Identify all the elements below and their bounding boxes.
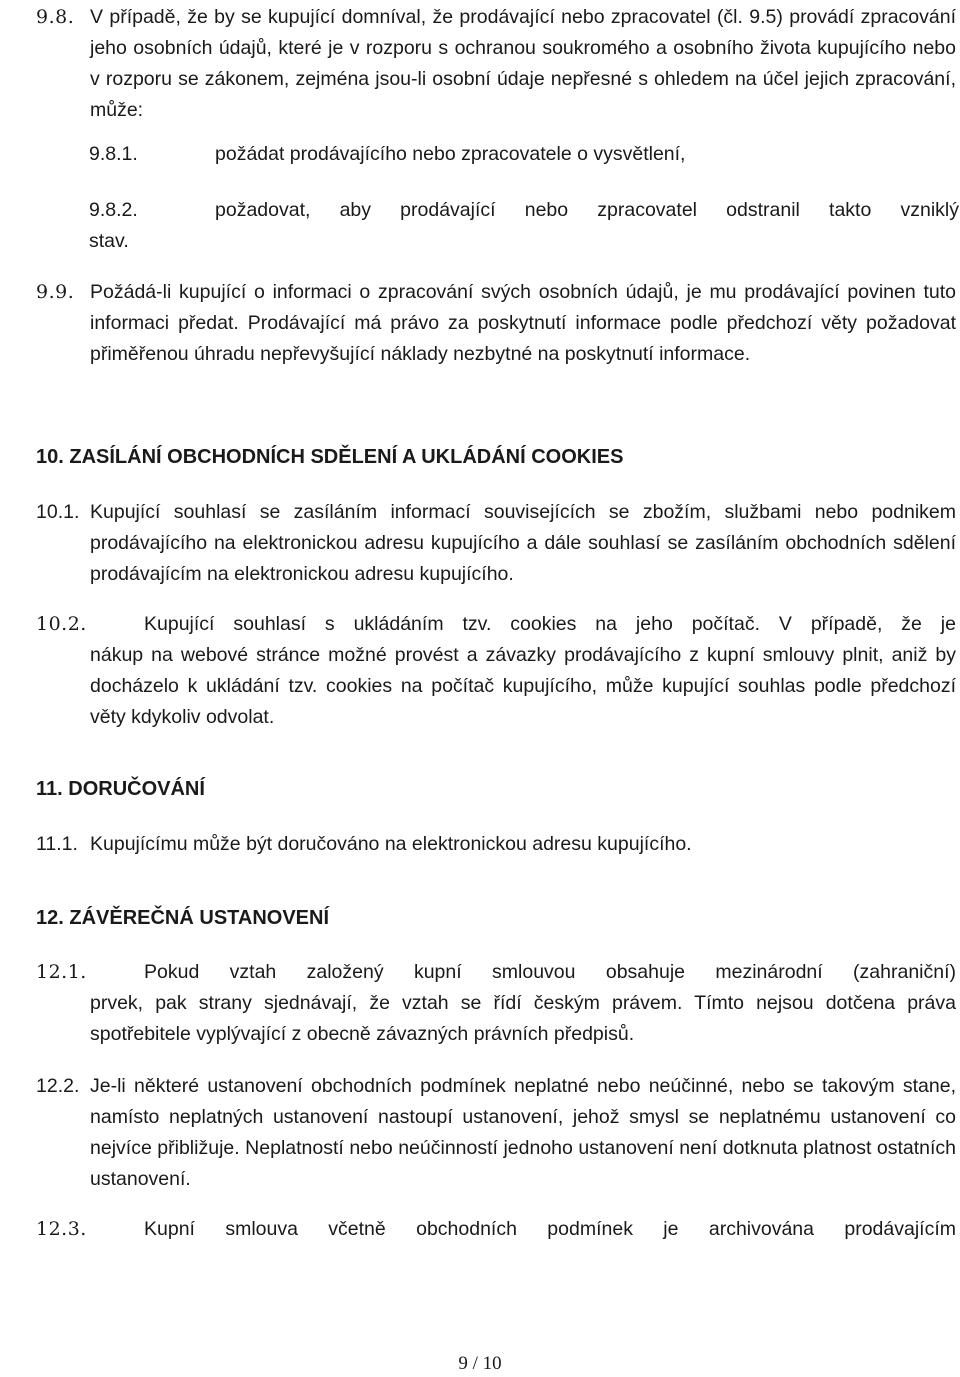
section-number: 11.1. [36,833,78,855]
paragraph-text: požádat prodávajícího nebo zpracovatele o vysvětlení, [215,143,686,165]
paragraph-first-line: Pokud vztah založený kupní smlouvou obsahuje mezinárodní (zahraniční) [144,961,956,983]
paragraph-text: Kupující souhlasí se zasíláním informací souvisejících se zbožím, službami nebo podnikem prodávajícího na elektronickou adresu kupujícího a dále souhlasí se zasíláním obchodních sdělení prodávajícím na elektronickou adresu kupujícího. [90,501,956,585]
paragraph-11-1 [36,829,956,860]
section-number: 12.1. [36,961,87,983]
section-number: 9.8.1. [89,143,138,165]
paragraph-text: Požádá-li kupující o informaci o zpracování svých osobních údajů, je mu prodávající povinen tuto informaci předat. Prodávající má právo za poskytnutí informace podle předchozí věty požadovat přiměřenou úhradu nepřevyšující náklady nezbytné na poskytnutí informace. [90,281,956,365]
heading-section-12: 12. ZÁVĚREČNÁ USTANOVENÍ [36,907,330,929]
paragraph-9-8-2 [89,195,959,257]
paragraph-10-1 [36,497,956,590]
paragraph-12-2 [36,1071,956,1195]
section-number: 12.2. [36,1075,80,1097]
paragraph-9-8 [36,2,956,126]
paragraph-first-line: Kupní smlouva včetně obchodních podmínek je archivována prodávajícím [144,1218,956,1240]
section-number: 9.8. [36,6,75,28]
paragraph-12-3 [36,1214,956,1245]
paragraph-12-1 [36,957,956,1050]
section-number: 10.2. [36,613,87,635]
paragraph-text: nákup na webové stránce možné provést a závazky prodávajícího z kupní smlouvy plnit, aniž by docházelo k ukládání tzv. cookies na počítač kupujícího, může kupující souhlas podle předchozí věty kdykoliv odvolat. [90,644,956,728]
paragraph-9-8-1 [89,139,959,170]
paragraph-first-line: Kupující souhlasí s ukládáním tzv. cookies na jeho počítač. V případě, že je [144,613,956,635]
heading-section-11: 11. DORUČOVÁNÍ [36,778,205,800]
paragraph-text: V případě, že by se kupující domníval, že prodávající nebo zpracovatel (čl. 9.5) provádí zpracování jeho osobních údajů, které je v rozporu s ochranou soukromého a osobního života kupujícího nebo v rozporu se zákonem, zejména jsou-li osobní údaje nepřesné s ohledem na účel jejich zpracování, může: [90,6,956,121]
section-number: 9.9. [36,281,75,303]
paragraph-text: Je-li některé ustanovení obchodních podmínek neplatné nebo neúčinné, nebo se takovým stane, namísto neplatných ustanovení nastoupí ustanovení, jehož smysl se neplatnému ustanovení co nejvíce přibližuje. Neplatností nebo neúčinností jednoho ustanovení není dotknuta platnost ostatních ustanovení. [90,1075,956,1190]
paragraph-text: Kupujícímu může být doručováno na elektronickou adresu kupujícího. [90,833,692,855]
page-number: 9 / 10 [458,1353,502,1374]
paragraph-9-9 [36,277,956,370]
section-number: 9.8.2. [89,199,138,221]
section-number: 12.3. [36,1218,87,1240]
paragraph-text: požadovat, aby prodávající nebo zpracovatel odstranil takto vzniklý [215,199,959,221]
paragraph-10-2 [36,609,956,733]
paragraph-continuation: stav. [89,230,129,252]
paragraph-text: prvek, pak strany sjednávají, že vztah se řídí českým právem. Tímto nejsou dotčena práva spotřebitele vyplývající z obecně závazných právních předpisů. [90,992,956,1045]
section-number: 10.1. [36,501,80,523]
heading-section-10: 10. ZASÍLÁNÍ OBCHODNÍCH SDĚLENÍ A UKLÁDÁNÍ COOKIES [36,446,624,468]
